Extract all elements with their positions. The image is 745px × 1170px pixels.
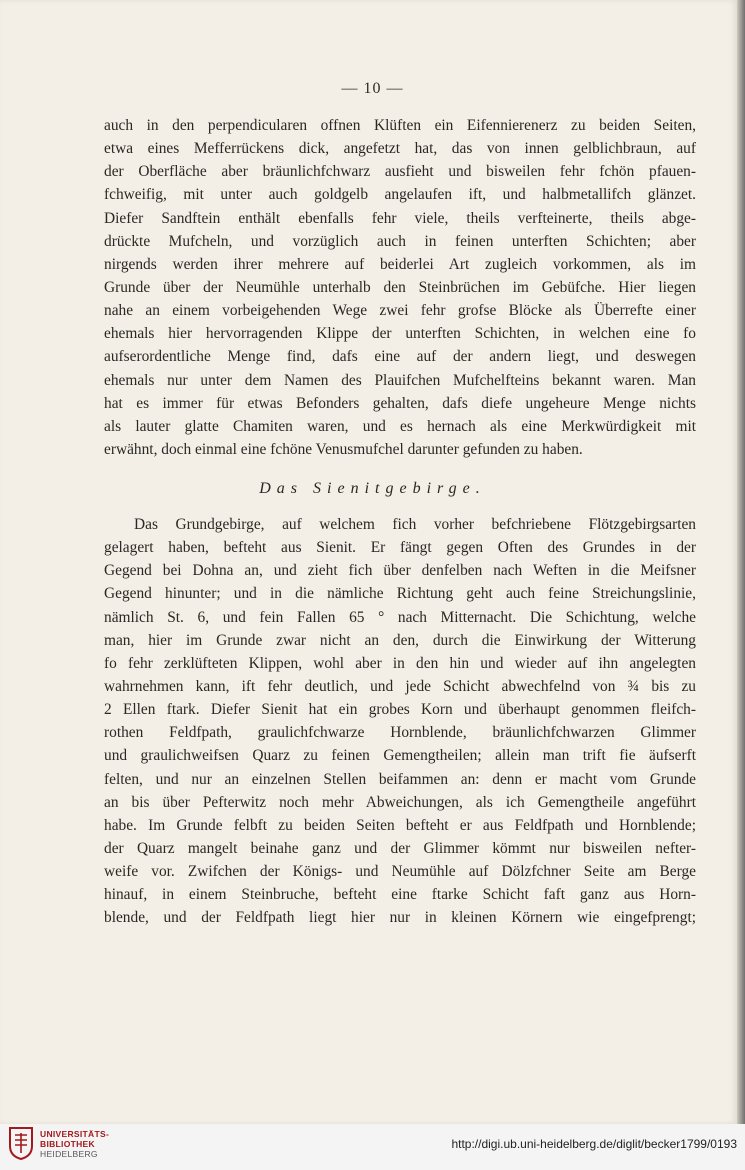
text-line: an bis über Pefterwitz noch mehr Abweichungen, als ich Gemengtheile angeführt: [104, 793, 696, 811]
text-line: habe. Im Grunde felbft zu beiden Seiten befteht er aus Feldfpath und Hornblende;: [104, 816, 696, 834]
permalink-url[interactable]: http://digi.ub.uni-heidelberg.de/diglit/becker1799/0193: [451, 1137, 737, 1151]
text-line: fchweifig, mit unter auch goldgelb angelaufen ift, und halbmetallifch glänzet.: [104, 186, 696, 204]
text-line: hat es immer für etwas Befonders gehalten, dafs diefe ungeheure Menge nichts: [104, 394, 696, 412]
library-name-line-1: UNIVERSITÄTS-: [40, 1129, 110, 1139]
text-line: weife vor. Zwifchen der Königs- und Neumühle auf Dölzfchner Seite am Berge: [104, 863, 696, 881]
text-line: nämlich St. 6, und fein Fallen 65 ° nach Mitternacht. Die Schichtung, welche: [104, 608, 696, 626]
text-line: man, hier im Grunde zwar nicht an den, durch die Einwirkung der Witterung: [104, 631, 696, 649]
text-line: Grunde über der Neumühle unterhalb den Steinbrüchen im Gebüfche. Hier liegen: [104, 278, 696, 296]
page-edge-shadow: [737, 0, 745, 1124]
text-line: etwa eines Mefferrückens dick, angefetzt hat, das von innen gelblichbraun, auf: [104, 140, 696, 158]
text-line: erwähnt, doch einmal eine fchöne Venusmufchel darunter gefunden zu haben.: [104, 440, 583, 458]
library-name[interactable]: [40, 1129, 109, 1159]
text-line: ehemals hier hervorragenden Klippe der unterften Schichten, in welchen eine fo: [104, 325, 696, 343]
text-line: aufserordentliche Menge find, dafs eine auf der andern liegt, und deswegen: [104, 348, 696, 366]
text-line: Diefer Sandftein enthält ebenfalls fehr viele, theils verfteinerte, theils abge-: [104, 209, 696, 227]
text-line: als lauter glatte Chamiten waren, und es hernach als eine Merkwürdigkeit mit: [104, 417, 696, 435]
text-line: wahrnehmen kann, ift fehr deutlich, und jede Schicht abwechfelnd von ¾ bis zu: [104, 677, 696, 695]
text-line: der Quarz mangelt beinahe ganz und der Glimmer kömmt nur bisweilen nefter-: [104, 839, 696, 857]
paragraph-2: [104, 513, 696, 930]
text-line: hinauf, in einem Steinbruche, befteht eine ftarke Schicht faft ganz aus Horn-: [104, 886, 696, 904]
text-line: gelagert haben, befteht aus Sienit. Er fängt gegen Often des Grundes in der: [104, 539, 696, 557]
text-line: der Oberfläche aber bräunlichfchwarz ausfieht und bisweilen fehr fchön pfauen-: [104, 163, 696, 181]
text-line: nirgends werden ihrer mehrere auf beiderlei Art zugleich vorkommen, als im: [104, 255, 696, 273]
text-line: und graulichweifsen Quarz zu feinen Gemengtheilen; allein man trift fie äufserft: [104, 747, 696, 765]
text-line: rothen Feldfpath, graulichfchwarze Hornblende, bräunlichfchwarzen Glimmer: [104, 724, 696, 742]
text-line: drückte Mufcheln, und vorzüglich auch in feinen unterften Schichten; aber: [104, 232, 696, 250]
library-name-line-2: BIBLIOTHEK: [40, 1139, 95, 1149]
university-seal-icon: [8, 1126, 34, 1160]
page-number: — 10 —: [341, 80, 404, 97]
text-line: auch in den perpendicularen offnen Klüften ein Eifennierenerz zu beiden Seiten,: [104, 117, 696, 134]
section-heading: Das Sienitgebirge.: [259, 480, 486, 497]
text-line: 2 Ellen ftark. Diefer Sienit hat ein grobes Korn und überhaupt genommen fleifch-: [104, 701, 696, 719]
text-line: felten, und nur an einzelnen Stellen beifammen an: denn er macht vom Grunde: [104, 770, 696, 788]
paragraph-1: [104, 114, 696, 461]
text-line: ehemals nur unter dem Namen des Plauifchen Mufchelfteins bekannt waren. Man: [104, 371, 696, 389]
text-line: blende, und der Feldfpath liegt hier nur in kleinen Körnern wie eingefprengt;: [104, 909, 696, 927]
text-line: Das Grundgebirge, auf welchem fich vorher befchriebene Flötzgebirgsarten: [134, 516, 696, 533]
text-line: nahe an einem vorbeigehenden Wege zwei fehr grofse Blöcke als Überrefte einer: [104, 302, 696, 320]
text-line: fo fehr zerklüfteten Klippen, wohl aber in den hin und wieder auf ihn angelegten: [104, 654, 696, 672]
text-line: Gegend bei Dohna an, und zieht fich über denfelben nach Weften in die Meifsner: [104, 562, 696, 580]
text-line: Gegend hinunter; und in die nämliche Richtung geht auch feine Streichungslinie,: [104, 585, 696, 603]
library-name-line-3: HEIDELBERG: [40, 1149, 98, 1159]
